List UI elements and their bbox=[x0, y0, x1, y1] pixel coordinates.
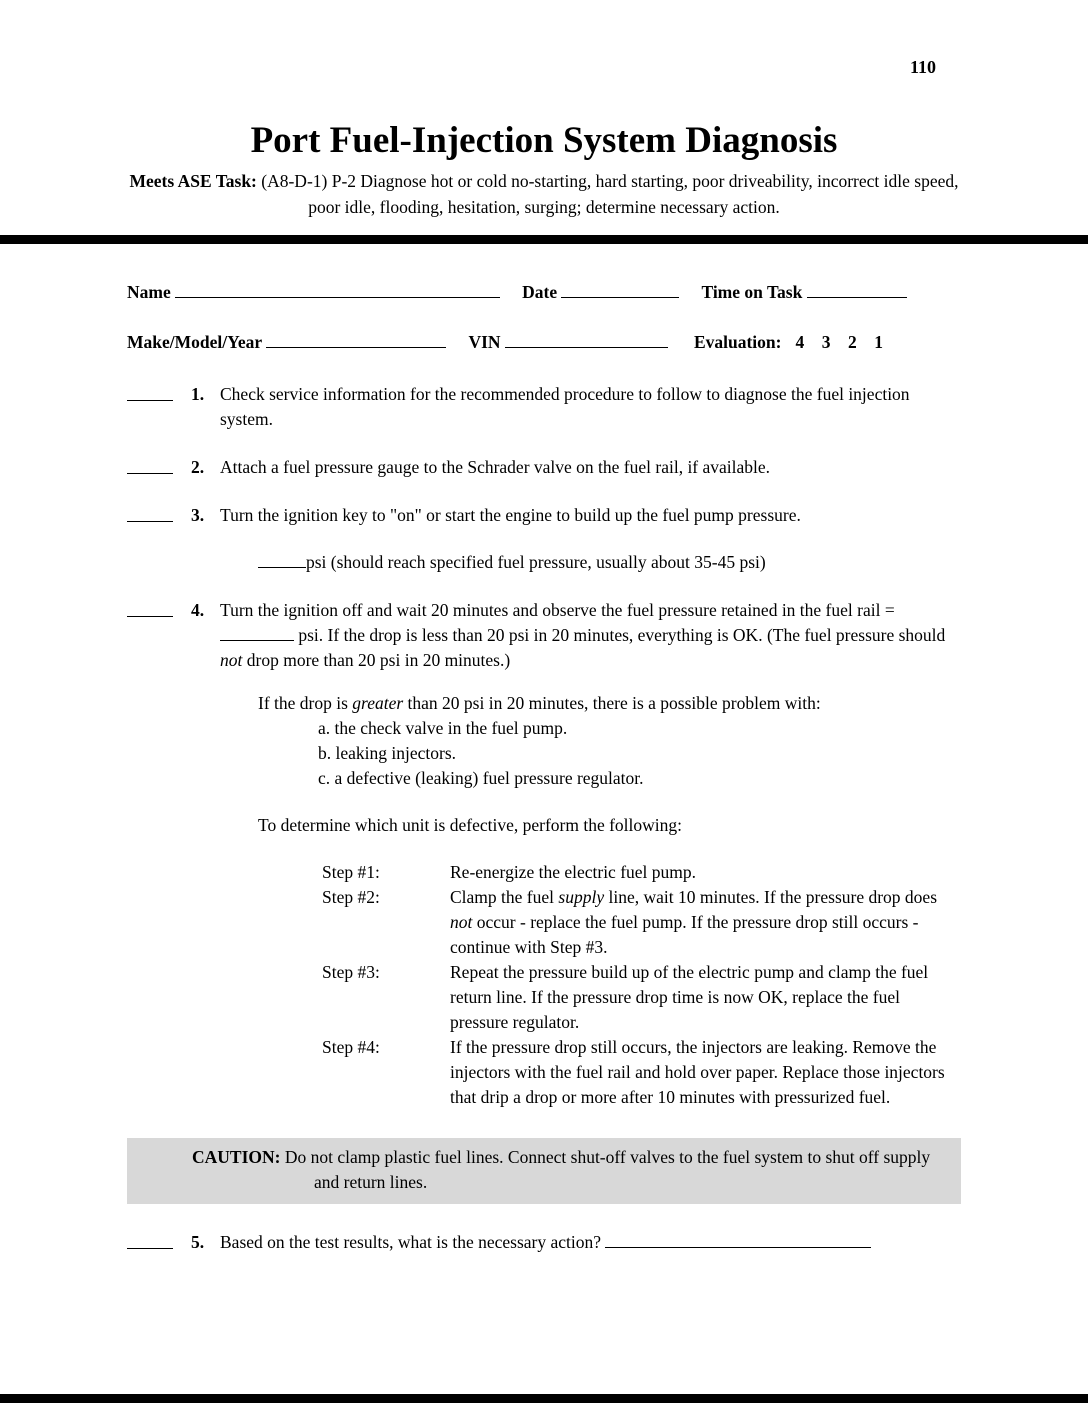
date-blank bbox=[561, 293, 679, 298]
worksheet-content bbox=[127, 280, 961, 1255]
necessary-action-blank bbox=[605, 1243, 871, 1248]
psi-note-text: psi (should reach specified fuel pressure, usually about 35-45 psi) bbox=[306, 552, 766, 572]
vin-label: VIN bbox=[468, 332, 501, 352]
task-number-1: 1. bbox=[191, 384, 205, 404]
completion-blank-5 bbox=[127, 1244, 173, 1249]
step-row-3 bbox=[322, 960, 961, 1035]
psi-note-row bbox=[258, 550, 961, 575]
drop-seg-2: than 20 psi in 20 minutes, there is a possible problem with: bbox=[403, 693, 821, 713]
step-1-label: Step #1: bbox=[322, 862, 380, 882]
divider-rule-top bbox=[0, 235, 1088, 244]
time-on-task-blank bbox=[807, 293, 907, 298]
completion-blank-2 bbox=[127, 469, 173, 474]
task-item-3 bbox=[127, 503, 961, 528]
name-blank bbox=[175, 293, 500, 298]
task-number-3: 3. bbox=[191, 505, 205, 525]
ase-task-paragraph bbox=[119, 168, 969, 220]
task-text-3: Turn the ignition key to "on" or start the engine to build up the fuel pump pressure. bbox=[220, 505, 801, 525]
task-item-4 bbox=[127, 598, 961, 673]
task-text-1: Check service information for the recommended procedure to follow to diagnose the fuel injection system. bbox=[220, 384, 910, 429]
step-1-text: Re-energize the electric fuel pump. bbox=[450, 862, 697, 882]
form-row-name bbox=[127, 280, 961, 305]
completion-blank-4 bbox=[127, 612, 173, 617]
evaluation-values: 4 3 2 1 bbox=[795, 332, 883, 352]
make-model-year-blank bbox=[266, 343, 446, 348]
step-2-text bbox=[450, 885, 961, 960]
vin-blank bbox=[505, 343, 668, 348]
task-4-italic-not: not bbox=[220, 650, 243, 670]
step-row-2 bbox=[322, 885, 961, 960]
step-3-text: Repeat the pressure build up of the electric pump and clamp the fuel return line. If the pressure drop time is now OK, replace the fuel pressure regulator. bbox=[450, 962, 929, 1032]
step-row-1 bbox=[322, 860, 961, 885]
task-text-5: Based on the test results, what is the necessary action? bbox=[220, 1232, 602, 1252]
ase-task-text: (A8-D-1) P-2 Diagnose hot or cold no-starting, hard starting, poor driveability, incorrect idle speed, poor idle, flooding, hesitation, surging; determine necessary action. bbox=[261, 171, 959, 217]
fuel-rail-psi-blank bbox=[220, 636, 294, 641]
task-number-5: 5. bbox=[191, 1232, 205, 1252]
cause-item-b: b. leaking injectors. bbox=[318, 743, 457, 763]
task-number-4: 4. bbox=[191, 600, 205, 620]
step-2-italic-supply: supply bbox=[558, 887, 605, 907]
drop-italic-greater: greater bbox=[352, 693, 404, 713]
make-model-year-label: Make/Model/Year bbox=[127, 332, 263, 352]
task-4-seg-3: drop more than 20 psi in 20 minutes.) bbox=[242, 650, 511, 670]
caution-text: Do not clamp plastic fuel lines. Connect shut-off valves to the fuel system to shut off supply and return lines. bbox=[280, 1147, 931, 1192]
cause-item-a: a. the check valve in the fuel pump. bbox=[318, 718, 568, 738]
cause-item-c: c. a defective (leaking) fuel pressure regulator. bbox=[318, 768, 644, 788]
caution-label: CAUTION: bbox=[192, 1147, 281, 1167]
task-number-2: 2. bbox=[191, 457, 205, 477]
step-2-seg-2: line, wait 10 minutes. If the pressure drop does bbox=[604, 887, 938, 907]
drop-greater-paragraph bbox=[258, 691, 961, 716]
task-item-2 bbox=[127, 455, 961, 480]
step-4-label: Step #4: bbox=[322, 1037, 380, 1057]
step-2-seg-3: occur - replace the fuel pump. If the pressure drop still occurs - continue with Step #3. bbox=[450, 912, 919, 957]
step-4-text: If the pressure drop still occurs, the injectors are leaking. Remove the injectors with the fuel rail and hold over paper. Replace those injectors that drip a drop or more after 10 minutes with pressurized fuel. bbox=[450, 1037, 945, 1107]
step-3-label: Step #3: bbox=[322, 962, 380, 982]
form-row-vehicle bbox=[127, 330, 961, 355]
ase-task-label: Meets ASE Task: bbox=[129, 171, 257, 191]
task-4-seg-1: Turn the ignition off and wait 20 minutes and observe the fuel pressure retained in the fuel rail = bbox=[220, 600, 895, 620]
page-number: 110 bbox=[909, 57, 936, 77]
task-text-4 bbox=[220, 600, 945, 670]
time-on-task-label: Time on Task bbox=[701, 282, 803, 302]
step-row-4 bbox=[322, 1035, 961, 1110]
step-2-label: Step #2: bbox=[322, 887, 380, 907]
task-item-5 bbox=[127, 1230, 961, 1255]
evaluation-label: Evaluation: bbox=[693, 332, 782, 352]
completion-blank-3 bbox=[127, 517, 173, 522]
caution-paragraph bbox=[192, 1145, 947, 1195]
cause-list bbox=[318, 716, 961, 791]
step-2-seg-1: Clamp the fuel bbox=[450, 887, 559, 907]
determine-line: To determine which unit is defective, perform the following: bbox=[258, 815, 682, 835]
task-text-2: Attach a fuel pressure gauge to the Schrader valve on the fuel rail, if available. bbox=[220, 457, 771, 477]
name-label: Name bbox=[127, 282, 171, 302]
step-2-italic-not: not bbox=[450, 912, 473, 932]
steps-list bbox=[322, 860, 961, 1110]
caution-box bbox=[127, 1138, 961, 1204]
task-4-seg-2: psi. If the drop is less than 20 psi in 20 minutes, everything is OK. (The fuel pressure should bbox=[294, 625, 946, 645]
drop-seg-1: If the drop is bbox=[258, 693, 353, 713]
psi-value-blank bbox=[258, 563, 306, 568]
page-title: Port Fuel-Injection System Diagnosis bbox=[250, 120, 838, 161]
date-label: Date bbox=[522, 282, 558, 302]
task-item-1 bbox=[127, 382, 961, 432]
divider-rule-bottom bbox=[0, 1394, 1088, 1403]
completion-blank-1 bbox=[127, 396, 173, 401]
